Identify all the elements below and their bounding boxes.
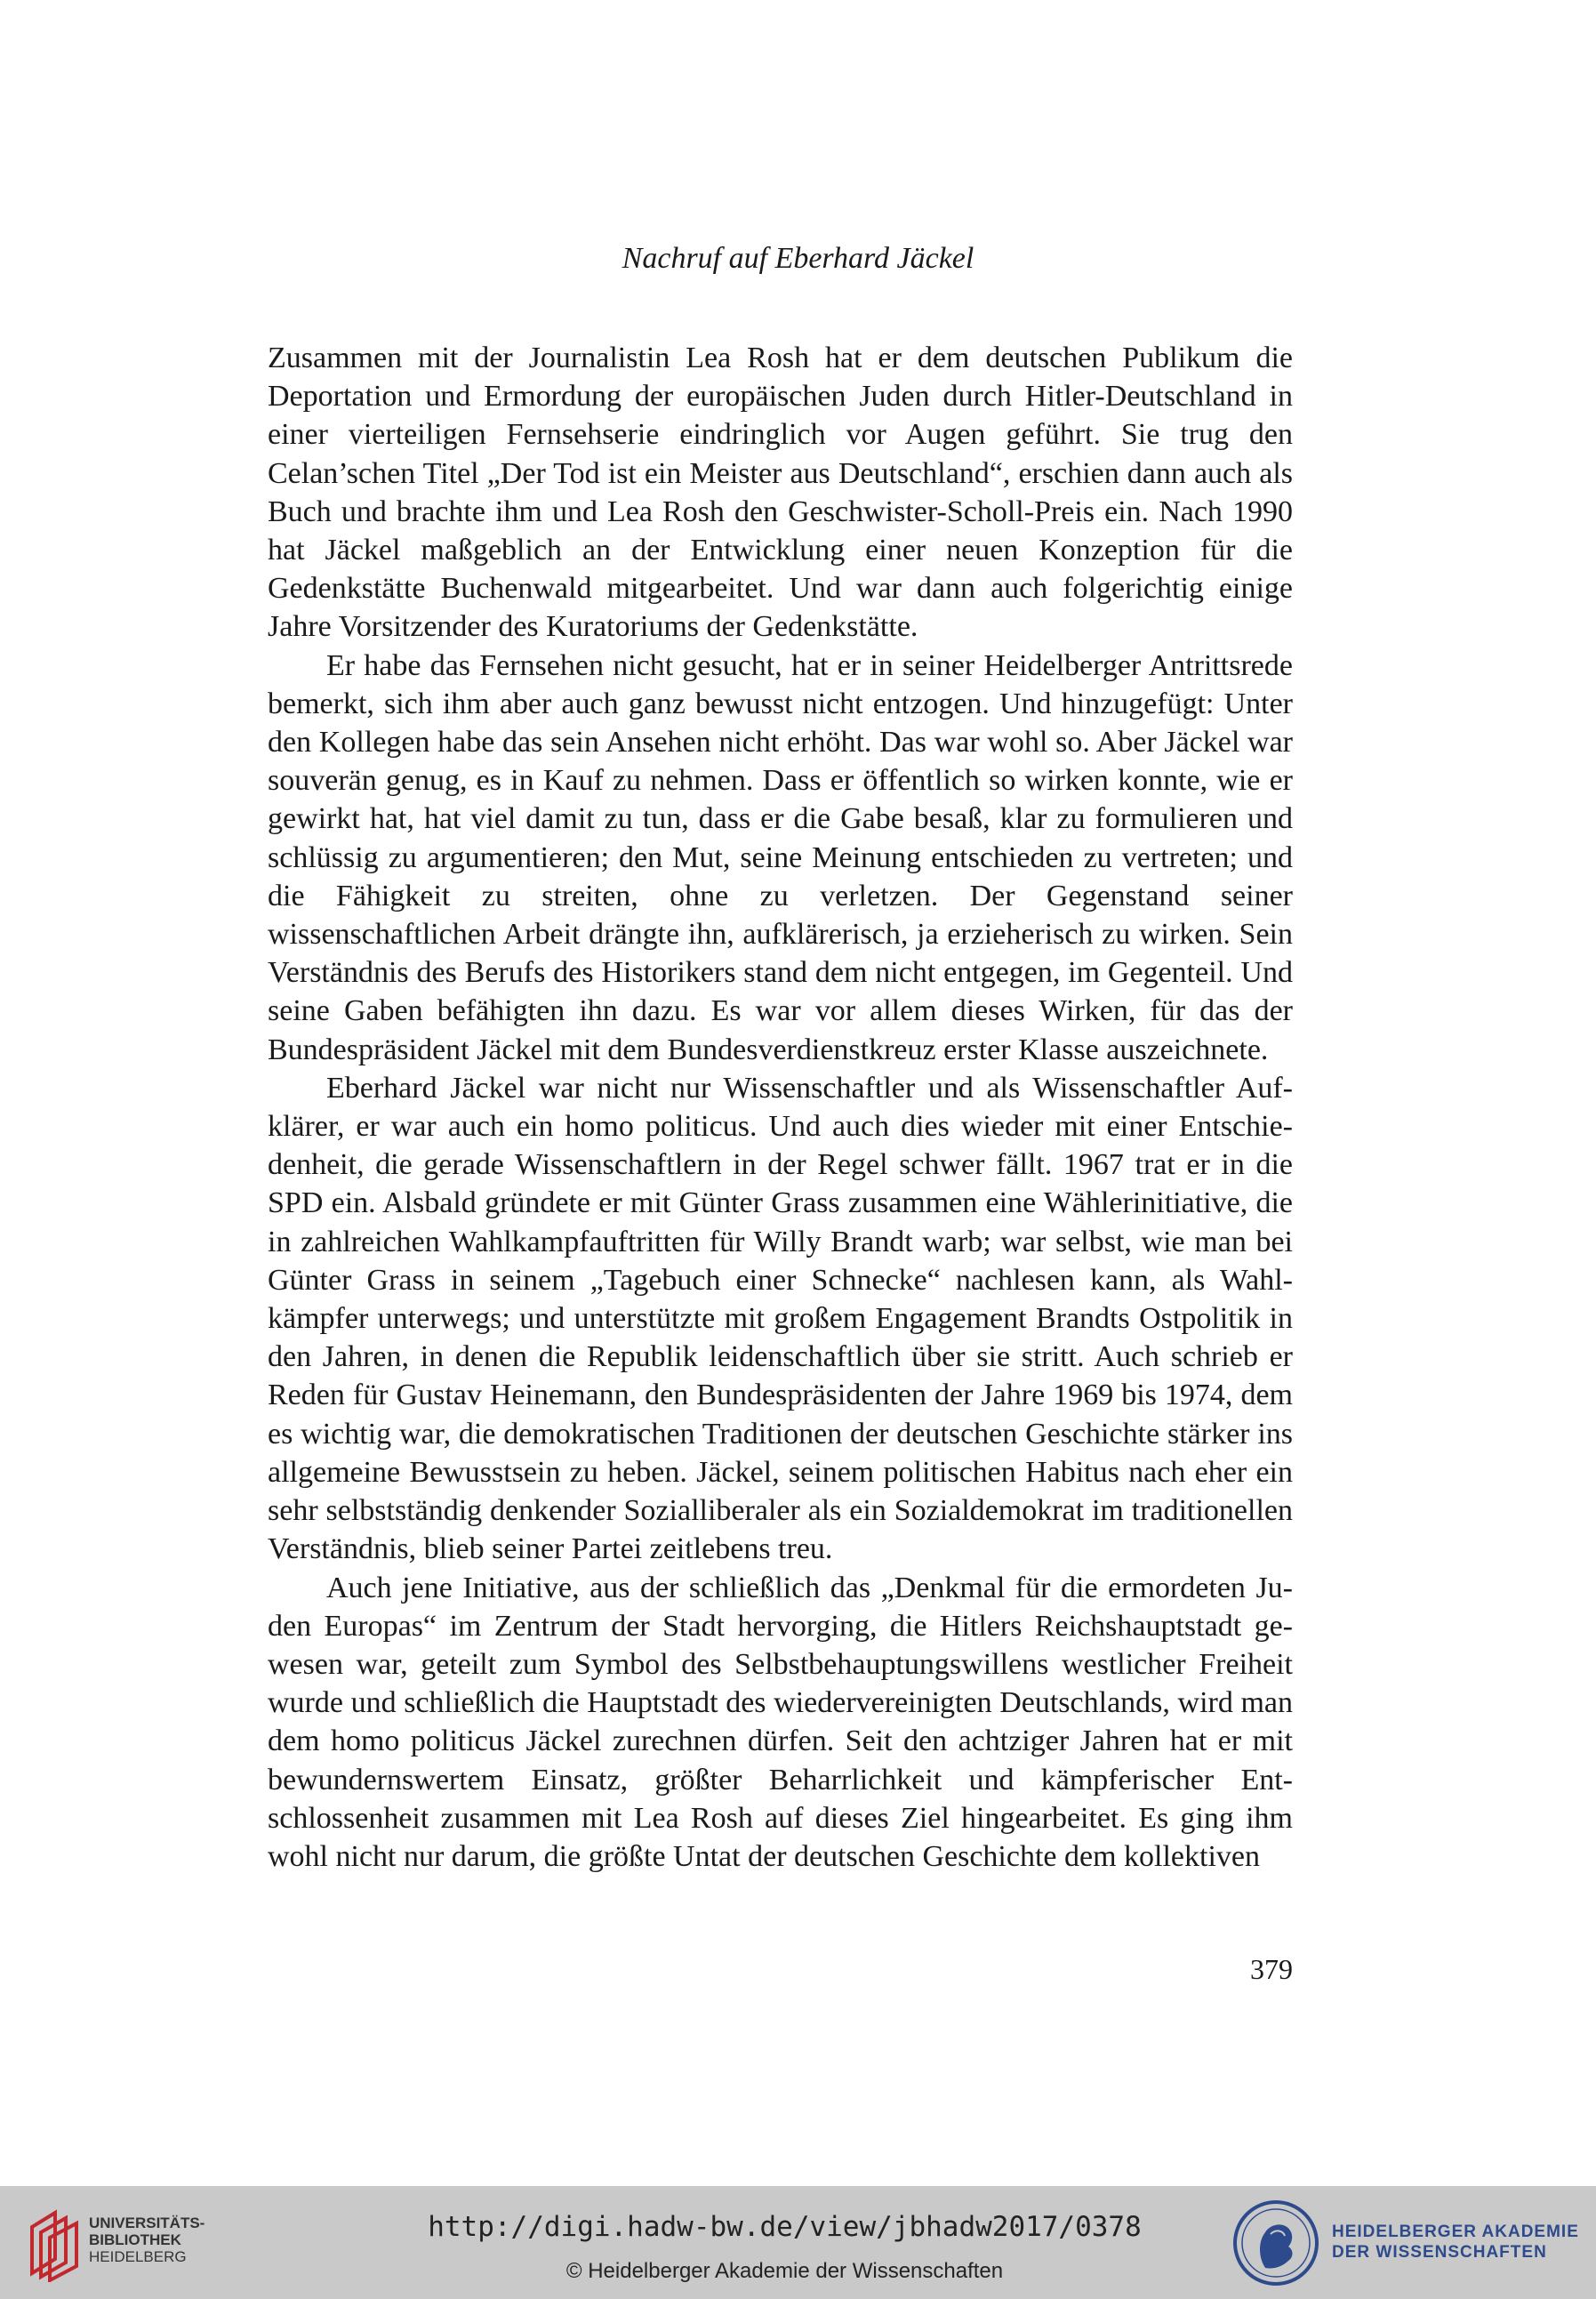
page-url-link[interactable]: http://digi.hadw-bw.de/view/jbhadw2017/0378 bbox=[428, 2211, 1142, 2243]
page-number: 379 bbox=[1250, 1953, 1293, 1985]
paragraph: Er habe das Fernsehen nicht gesucht, hat er in seiner Heidelberger Antrittsrede bemerkt, sich ihm aber auch ganz bewusst nicht entzogen. Und hinzugefügt: Unter den Kollegen habe das sein Ansehen nicht erhöht. Das war wohl so. Aber Jäckel war souverän genug, es in Kauf zu nehmen. Dass er öffentlich so wirken konnte, wie er gewirkt hat, hat viel damit zu tun, dass er die Gabe besaß, klar zu formulieren und schlüssig zu argumentieren; den Mut, seine Meinung entschieden zu vertreten; und die Fähigkeit zu streiten, ohne zu verletzen. Der Gegenstand seiner wissenschaftlichen Arbeit drängte ihn, aufklärerisch, ja erzieherisch zu wirken. Sein Verständnis des Berufs des Historikers stand dem nicht entgegen, im Gegenteil. Und seine Gaben befähigten ihn dazu. Es war vor allem dieses Wirken, für das der Bundespräsident Jäckel mit dem Bundesverdienstkreuz erster Klasse auszeichnete. bbox=[268, 648, 1293, 1066]
copyright-notice: © Heidelberger Akademie der Wissenschaften bbox=[565, 2259, 1004, 2283]
academy-name-line: DER WISSENSCHAFTEN bbox=[1332, 2243, 1547, 2262]
paragraph: Eberhard Jäckel war nicht nur Wissenschaftler und als Wissenschaftler Aufklärer, er war auch ein homo politicus. Und auch dies wieder mit einer Entschiedenheit, die gerade Wissenschaftlern in der Regel schwer fällt. 1967 trat er in die SPD ein. Alsbald gründete er mit Günter Grass zusammen eine Wählerinitiative, die in zahlreichen Wahlkampfauftritten für Willy Brandt warb; war selbst, wie man bei Günter Grass in seinem „Tagebuch einer Schnecke“ nachlesen kann, als Wahlkämpfer unterwegs; und unterstützte mit großem Engagement Brandts Ostpolitik in den Jahren, in denen die Republik leidenschaftlich über sie stritt. Auch schrieb er Reden für Gustav Heinemann, den Bundespräsidenten der Jahre 1969 bis 1974, dem es wichtig war, die demokratischen Traditionen der deutschen Geschichte stärker ins allgemeine Bewusstsein zu heben. Jäckel, seinem politischen Habitus nach eher ein sehr selbstständig denkender Sozialliberaler als ein Sozialdemokrat im traditionellen Verständnis, blieb seiner Partei zeitlebens treu. bbox=[268, 1071, 1293, 1566]
article-body bbox=[268, 339, 1293, 1876]
academy-name-line: HEIDELBERGER AKADEMIE bbox=[1332, 2223, 1579, 2241]
footer-bar bbox=[0, 2186, 1596, 2299]
academy-name[interactable] bbox=[1332, 2222, 1579, 2263]
academy-seal-icon[interactable] bbox=[1231, 2199, 1320, 2287]
paragraph: Auch jene Initiative, aus der schließlich das „Denkmal für die ermordeten Juden Europas“ im Zentrum der Stadt hervorging, die Hitlers Reichshauptstadt gewesen war, geteilt zum Symbol des Selbstbehauptungswillens westlicher Freiheit wurde und schließlich die Hauptstadt des wiedervereinigten Deutschlands, wird man dem homo politicus Jäckel zurechnen dürfen. Seit den achtziger Jahren hat er mit bewundernswertem Einsatz, größter Beharrlichkeit und kämpferischer Entschlossenheit zusammen mit Lea Rosh auf dieses Ziel hingearbeitet. Es ging ihm wohl nicht nur darum, die größte Untat der deutschen Geschichte dem kollektiven bbox=[268, 1571, 1293, 1873]
library-name-line: HEIDELBERG bbox=[89, 2248, 187, 2265]
paragraph: Zusammen mit der Journalistin Lea Rosh hat er dem deutschen Publikum die Deportation und Ermordung der europäischen Juden durch Hitler-Deutschland in einer vierteiligen Fernsehserie eindringlich vor Augen geführt. Sie trug den Celan’schen Titel „Der Tod ist ein Meister aus Deutschland“, erschien dann auch als Buch und brachte ihm und Lea Rosh den Geschwister-Scholl-Preis ein. Nach 1990 hat Jäckel maßgeblich an der Entwicklung einer neuen Konzeption für die Gedenkstätte Buchenwald mitgearbeitet. Und war dann auch folgerichtig einige Jahre Vorsitzender des Kuratoriums der Gedenkstätte. bbox=[268, 342, 1293, 644]
running-head: Nachruf auf Eberhard Jäckel bbox=[622, 242, 974, 275]
library-name-line: BIBLIOTHEK bbox=[89, 2231, 181, 2248]
library-name-line: UNIVERSITÄTS- bbox=[89, 2215, 205, 2231]
